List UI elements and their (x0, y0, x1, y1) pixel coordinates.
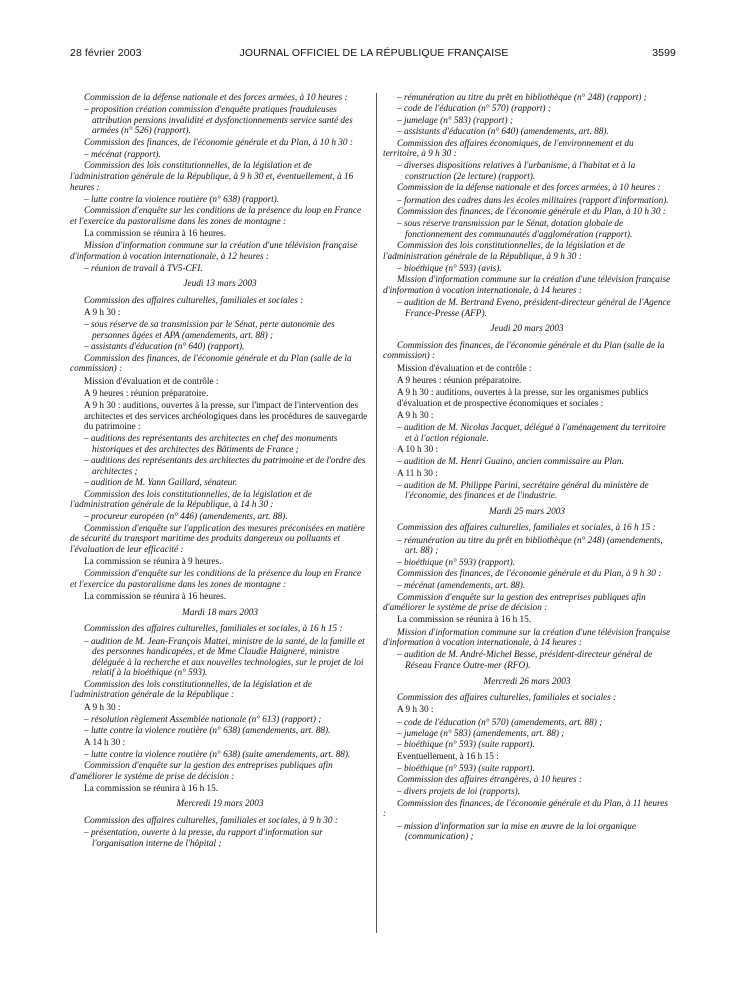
agenda-item: – présentation, ouverte à la presse, du rapport d'information sur l'organisation interne de l'hôpital ; (70, 828, 370, 849)
commission-heading: Commission des affaires étrangères, à 10 heures : (397, 775, 582, 786)
date-heading: Jeudi 20 mars 2003 (490, 324, 564, 335)
commission-heading: Mission d'information commune sur la création d'une télévision française d'information à vocation internationale, à 14 heures : (383, 275, 671, 296)
commission-heading: Commission des finances, de l'économie générale et du Plan, à 10 h 30 : (397, 206, 666, 217)
commission-heading: Commission d'enquête sur les conditions de la présence du loup en France et l'exercice du pastoralisme dans les zones de montagne : (70, 569, 362, 591)
session-line: A 9 h 30 : (84, 308, 121, 319)
agenda-item: – code de l'éducation (n° 570) (rapport) ; (383, 104, 671, 115)
commission-heading: Commission d'enquête sur les conditions de la présence du loup en France et l'exercice du pastoralisme dans les zones de montagne : (70, 206, 362, 227)
commission-heading: Commission des lois constitutionnelles, de la législation et de l'administration générale de la République, à 9 h 30 : (383, 241, 625, 262)
agenda-item: – divers projets de loi (rapports). (383, 787, 671, 798)
agenda-item: – mission d'information sur la mise en œuvre de la loi organique (communication) ; (383, 822, 671, 843)
session-line: Mission d'évaluation et de contrôle : (397, 363, 532, 374)
agenda-item: – lutte contre la violence routière (n° 638) (rapport). (70, 195, 370, 206)
commission-heading: Commission des affaires culturelles, familiales et sociales : (397, 693, 617, 704)
agenda-item: – mécénat (amendements, art. 88). (383, 581, 671, 592)
commission-heading: Commission des affaires culturelles, familiales et sociales, à 9 h 30 : (84, 816, 338, 827)
session-line: A 9 h 30 : auditions, ouvertes à la presse, sur l'impact de l'intervention des architectes et des services archéologiques dans les procédures de sauvegarde du patrimoine : (84, 400, 368, 433)
header-page-number: 3599 (652, 47, 676, 59)
agenda-item: – auditions des représentants des architectes du patrimoine et de l'ordre des architectes ; (70, 456, 370, 477)
agenda-item: – rémunération au titre du prêt en bibliothèque (n° 248) (rapport) ; (383, 93, 671, 104)
agenda-item: – bioéthique (n° 593) (suite rapport). (383, 740, 671, 751)
commission-heading: Mission d'information commune sur la création d'une télévision française d'information à vocation internationale, à 14 heures : (383, 627, 671, 649)
date-heading: Mardi 18 mars 2003 (182, 607, 258, 618)
commission-heading: Mission d'information commune sur la création d'une télévision française d'information à vocation internationale, à 12 heures : (70, 241, 358, 262)
session-line: A 10 h 30 : (397, 444, 439, 455)
header-date: 28 février 2003 (70, 47, 142, 59)
commission-heading: Commission des affaires culturelles, familiales et sociales, à 16 h 15 : (84, 624, 343, 635)
agenda-item: – bioéthique (n° 593) (suite rapport). (383, 764, 671, 775)
session-line: Mission d'évaluation et de contrôle : (84, 376, 219, 387)
agenda-item: – jumelage (n° 583) (amendements, art. 88) ; (383, 729, 671, 740)
agenda-item: – lutte contre la violence routière (n° 638) (amendements, art. 88). (70, 726, 370, 737)
commission-heading: Commission de la défense nationale et des forces armées, à 10 heures : (84, 93, 348, 103)
commission-heading: Commission d'enquête sur l'application des mesures préconisées en matière de sécurité du transport maritime des produits dangereux ou polluants et l'évaluation de leur efficacité : (70, 523, 365, 556)
agenda-item: – sous réserve de sa transmission par le Sénat, perte autonomie des personnes âgées et APA (amendements, art. 88) ; (70, 320, 370, 341)
agenda-item: – procureur européen (n° 446) (amendements, art. 88). (70, 512, 370, 523)
session-line: La commission se réunira à 16 heures. (84, 592, 227, 603)
session-line: A 9 h 30 : auditions, ouvertes à la presse, sur les organismes publics d'évaluation et de prospective économiques et sociales : (397, 387, 649, 409)
commission-heading: Commission des finances, de l'économie générale et du Plan, à 11 heures : (383, 798, 668, 820)
header-title: JOURNAL OFFICIEL DE LA RÉPUBLIQUE FRANÇAISE (239, 47, 509, 59)
agenda-item: – audition de M. Yann Gaillard, sénateur. (70, 478, 370, 489)
session-line: A 9 h 30 : (84, 702, 121, 713)
left-column (70, 93, 370, 850)
agenda-item: – bioéthique (n° 593) (avis). (383, 264, 671, 275)
agenda-item: – sous réserve transmission par le Sénat, dotation globale de fonctionnement des communautés d'agglomération (rapport). (383, 219, 671, 240)
commission-heading: Commission des affaires culturelles, familiales et sociales : (84, 296, 304, 307)
commission-heading: Commission des lois constitutionnelles, de la législation et de l'administration générale de la République : (70, 679, 312, 701)
agenda-item: – mécénat (rapport). (70, 150, 370, 161)
session-line: Eventuellement, à 16 h 15 : (397, 751, 499, 762)
commission-heading: Commission des finances, de l'économie générale et du Plan (salle de la commission) : (70, 353, 352, 375)
commission-heading: Commission d'enquête sur la gestion des entreprises publiques afin d'améliorer le système de prise de décision : (70, 761, 333, 782)
agenda-item: – réunion de travail à TV5-CFI. (70, 264, 370, 275)
commission-heading: Commission des finances, de l'économie générale et du Plan, à 9 h 30 : (397, 569, 662, 580)
date-heading: Mercredi 26 mars 2003 (483, 676, 571, 687)
commission-heading: Commission des affaires économiques, de l'environnement et du territoire, à 9 h 30 : (383, 138, 634, 160)
commission-heading: Commission de la défense nationale et des forces armées, à 10 heures : (397, 183, 661, 194)
session-line: La commission se réunira à 16 h 15. (84, 783, 219, 794)
agenda-item: – assistants d'éducation (n° 640) (rapport). (70, 342, 370, 353)
session-line: La commission se réunira à 16 h 15. (397, 615, 532, 626)
session-line: A 9 h 30 : (397, 705, 434, 716)
agenda-item: – code de l'éducation (n° 570) (amendements, art. 88) ; (383, 718, 671, 729)
session-line: La commission se réunira à 16 heures. (84, 228, 227, 239)
agenda-item: – audition de M. Nicolas Jacquet, délégué à l'aménagement du territoire et à l'action régionale. (383, 423, 671, 444)
column-divider (376, 93, 377, 933)
commission-heading: Commission d'enquête sur la gestion des entreprises publiques afin d'améliorer le système de prise de décision : (383, 592, 646, 614)
date-heading: Jeudi 13 mars 2003 (183, 279, 257, 290)
commission-heading: Commission des lois constitutionnelles, de la législation et de l'administration générale de la République, à 9 h 30 et, éventuellement, à 16 heures : (70, 161, 354, 193)
agenda-item: – audition de M. Bertrand Eveno, président-directeur général de l'Agence France-Presse (AFP). (383, 298, 671, 319)
agenda-item: – assistants d'éducation (n° 640) (amendements, art. 88). (383, 127, 671, 138)
agenda-item: – rémunération au titre du prêt en bibliothèque (n° 248) (amendements, art. 88) ; (383, 536, 671, 557)
agenda-item: – audition de M. Philippe Parini, secrétaire général du ministère de l'économie, des finances et de l'industrie. (383, 481, 671, 502)
commission-heading: Commission des finances, de l'économie générale et du Plan (salle de la commission) : (383, 340, 665, 362)
session-line: A 9 heures : réunion préparatoire. (397, 375, 522, 386)
session-line: La commission se réunira à 9 heures. (84, 557, 222, 568)
session-line: A 11 h 30 : (397, 468, 438, 479)
commission-heading: Commission des lois constitutionnelles, de la législation et de l'administration générale de la République, à 14 h 30 : (70, 489, 312, 511)
agenda-item: – audition de M. André-Michel Besse, président-directeur général de Réseau France Outre-mer (RFO). (383, 650, 671, 671)
right-column (383, 93, 671, 844)
session-line: A 14 h 30 : (84, 737, 126, 748)
agenda-item: – formation des cadres dans les écoles militaires (rapport d'information). (383, 196, 671, 207)
agenda-item: – audition de M. Henri Guaino, ancien commissaire au Plan. (383, 457, 671, 468)
agenda-item: – bioéthique (n° 593) (rapport). (383, 558, 671, 569)
session-line: A 9 heures : réunion préparatoire. (84, 388, 209, 399)
agenda-item: – résolution règlement Assemblée nationale (n° 613) (rapport) ; (70, 715, 370, 726)
agenda-item: – auditions des représentants des architectes en chef des monuments historiques et des architectes des Bâtiments de France ; (70, 434, 370, 455)
date-heading: Mardi 25 mars 2003 (489, 506, 565, 517)
agenda-item: – lutte contre la violence routière (n° 638) (suite amendements, art. 88). (70, 750, 370, 761)
commission-heading: Commission des finances, de l'économie générale et du Plan, à 10 h 30 : (84, 137, 353, 148)
commission-heading: Commission des affaires culturelles, familiales et sociales, à 16 h 15 : (397, 523, 656, 534)
agenda-item: – diverses dispositions relatives à l'urbanisme, à l'habitat et à la construction (2e lecture) (rapport). (383, 161, 671, 182)
agenda-item: – audition de M. Jean-François Mattei, ministre de la santé, de la famille et des personnes handicapées, et de Mme Claudie Haigneré, ministre déléguée à la recherche et aux nouvelles technologies, sur le projet de loi relatif à la bioéthique (n° 593). (70, 637, 370, 679)
session-line: A 9 h 30 : (397, 410, 434, 421)
agenda-item: – jumelage (n° 583) (rapport) ; (383, 116, 671, 127)
agenda-item: – proposition création commission d'enquête pratiques frauduleuses attribution pensions invalidité et dysfonctionnements service santé des armées (n° 526) (rapport). (70, 105, 370, 137)
date-heading: Mercredi 19 mars 2003 (176, 799, 264, 810)
